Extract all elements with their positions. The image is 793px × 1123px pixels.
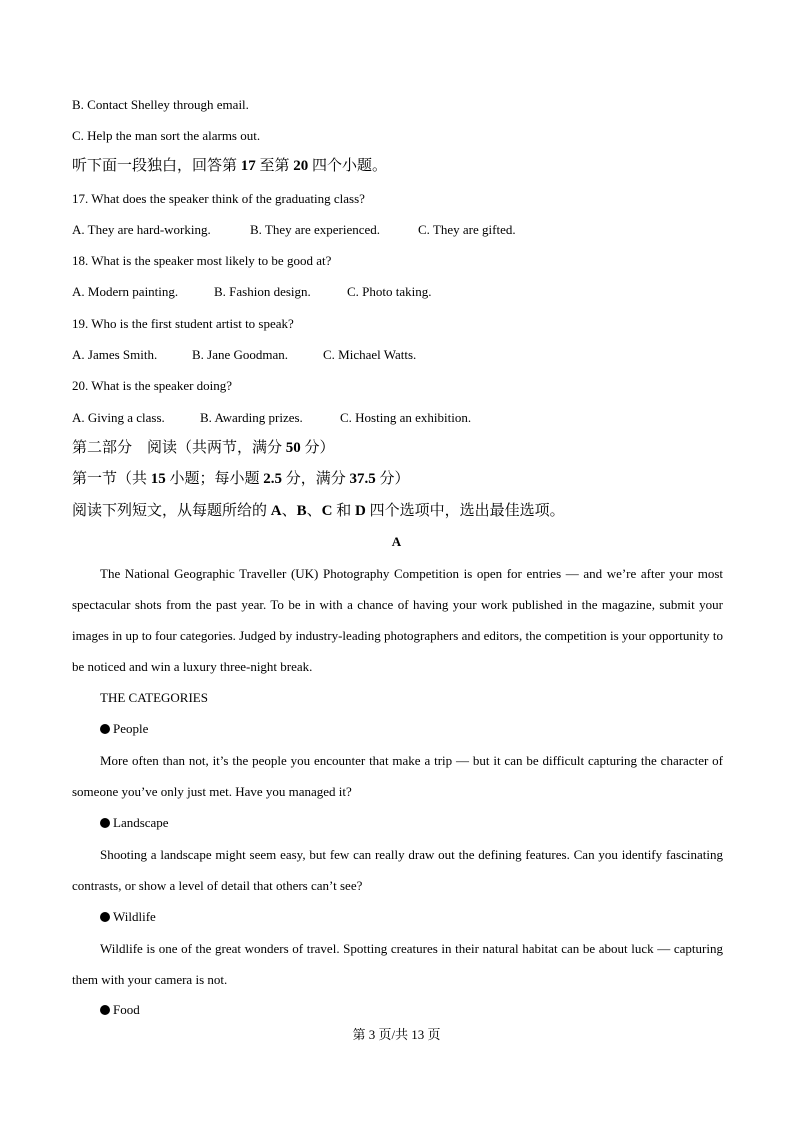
option-b: B. Awarding prizes. (200, 410, 303, 425)
option-a: A. Giving a class. (72, 410, 165, 425)
instruction-text: 四个小题。 (308, 158, 388, 174)
separator: 、 (306, 503, 322, 519)
option-c: C. Photo taking. (347, 284, 432, 299)
heading-text: 第一节（共 (72, 471, 151, 487)
question-17-stem: 17. What does the speaker think of the graduating class? (72, 191, 365, 206)
instruction-text: 至第 (255, 158, 294, 174)
option-b: B. They are experienced. (250, 222, 381, 237)
category-name: Landscape (113, 815, 169, 830)
heading-text: 分，满分 (282, 471, 350, 487)
listening-instruction (72, 158, 387, 174)
category-landscape (100, 815, 169, 831)
category-name: Wildlife (113, 909, 156, 924)
option-a: A. Modern painting. (72, 284, 179, 299)
score-number: 37.5 (349, 471, 376, 487)
score-number: 50 (285, 440, 301, 456)
page-footer: 第 3 页/共 13 页 (352, 1027, 441, 1042)
question-19-stem: 19. Who is the first student artist to speak? (72, 316, 294, 331)
question-number: 20 (293, 158, 309, 174)
category-people (100, 721, 148, 737)
heading-text: 分） (375, 471, 410, 487)
bullet-icon (100, 818, 110, 828)
question-19-options (72, 347, 416, 363)
option-c: C. They are gifted. (418, 222, 516, 237)
instruction-text: 阅读下列短文，从每题所给的 (72, 503, 271, 519)
option-letter: B (296, 503, 307, 519)
option-c: C. Michael Watts. (323, 347, 417, 362)
option-b: B. Jane Goodman. (192, 347, 289, 362)
passage-intro: The National Geographic Traveller (UK) Photography Competition is open for entries — and we’re after your most spectacular shots from the past year. To be in with a chance of having your work published in the magazine, submit your images in up to four categories. Judged by industry-leading photographers and editors, the competition is your opportunity to be noticed and win a luxury three-night break. (72, 566, 723, 674)
category-people-text: More often than not, it’s the people you encounter that make a trip — but it can be difficult capturing the character of someone you’ve only just met. Have you managed it? (72, 753, 723, 799)
categories-heading: THE CATEGORIES (100, 690, 208, 705)
instruction-text: 听下面一段独白，回答第 (72, 158, 241, 174)
category-wildlife (100, 909, 156, 925)
question-20-options (72, 410, 471, 426)
option-letter: C (321, 503, 333, 519)
count-number: 15 (150, 471, 166, 487)
heading-text: 分） (300, 440, 335, 456)
option-a: A. They are hard-working. (72, 222, 211, 237)
option-b: B. Fashion design. (214, 284, 311, 299)
bullet-icon (100, 724, 110, 734)
option-letter: A (270, 503, 282, 519)
separator: 、 (281, 503, 297, 519)
heading-text: 小题；每小题 (165, 471, 264, 487)
score-number: 2.5 (263, 471, 283, 487)
question-18-options (72, 284, 432, 300)
question-18-stem: 18. What is the speaker most likely to be good at? (72, 253, 332, 268)
category-food (100, 1002, 140, 1018)
category-landscape-text: Shooting a landscape might seem easy, but few can really draw out the defining features. Can you identify fascinating contrasts, or show a level of detail that others can’t see? (72, 847, 723, 893)
instruction-text: 和 (332, 503, 356, 519)
reading-instruction (72, 503, 565, 519)
passage-letter: A (391, 534, 402, 549)
category-name: Food (113, 1002, 140, 1017)
heading-text: 第二部分 阅读（共两节，满分 (72, 440, 286, 456)
question-17-options (72, 222, 516, 238)
question-number: 17 (240, 158, 256, 174)
category-wildlife-text: Wildlife is one of the great wonders of travel. Spotting creatures in their natural habitat can be about luck — capturing them with your camera is not. (72, 941, 723, 987)
option-a: A. James Smith. (72, 347, 158, 362)
instruction-text: 四个选项中，选出最佳选项。 (365, 503, 565, 519)
section-one-heading (72, 471, 410, 487)
part-two-heading (72, 440, 335, 456)
option-b-prev: B. Contact Shelley through email. (72, 97, 249, 112)
option-c-prev: C. Help the man sort the alarms out. (72, 128, 261, 143)
category-name: People (113, 721, 149, 736)
bullet-icon (100, 912, 110, 922)
option-letter: D (355, 503, 366, 519)
option-c: C. Hosting an exhibition. (340, 410, 472, 425)
question-20-stem: 20. What is the speaker doing? (72, 378, 233, 393)
bullet-icon (100, 1005, 110, 1015)
